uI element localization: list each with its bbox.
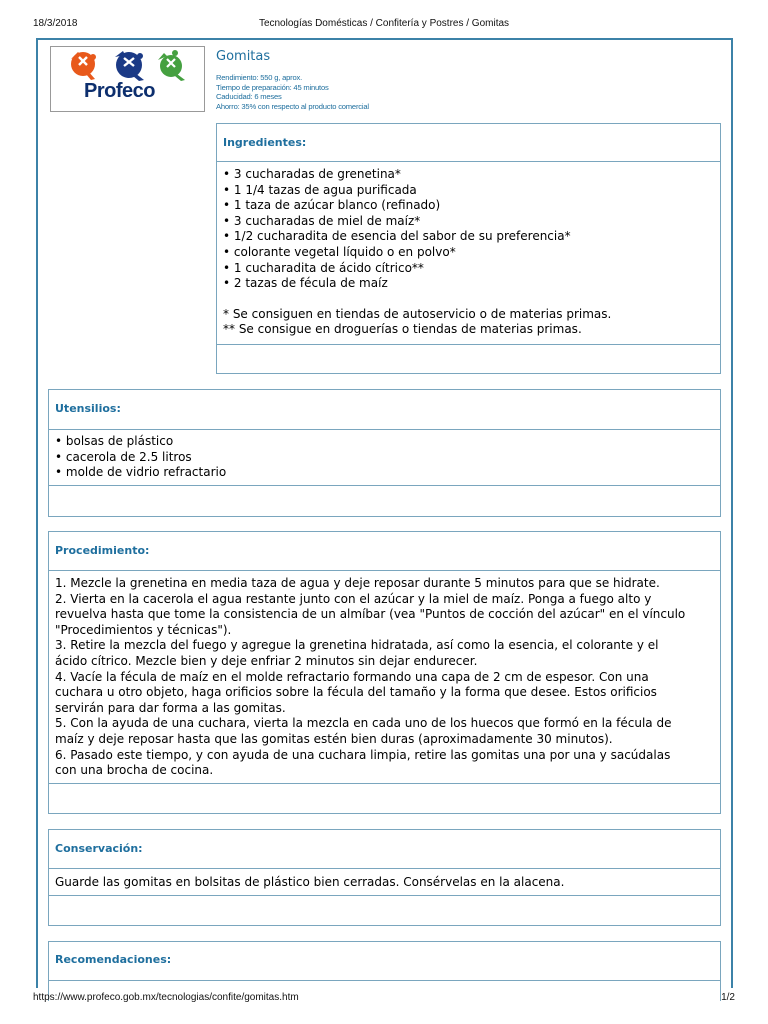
- recipe-title: Gomitas: [216, 49, 271, 64]
- procedure-line: "Procedimientos y técnicas").: [55, 622, 232, 637]
- meta-tiempo: Tiempo de preparación: 45 minutos: [216, 82, 329, 92]
- conservation-text: Guarde las gomitas en bolsitas de plástico bien cerradas. Consérvelas en la alacena.: [55, 875, 565, 889]
- section-footer: [217, 344, 720, 373]
- list-item: • cacerola de 2.5 litros: [55, 449, 192, 464]
- footnote: * Se consiguen en tiendas de autoservicio o de materias primas.: [223, 306, 612, 321]
- section-footer: [49, 895, 720, 925]
- procedure-line: 1. Mezcle la grenetina en media taza de agua y deje reposar durante 5 minutos para que se hidrate.: [55, 576, 660, 590]
- list-item: • 2 tazas de fécula de maíz: [223, 276, 388, 291]
- procedure-line: con una brocha de cocina.: [55, 763, 214, 778]
- section-header: [49, 830, 720, 869]
- meta-ahorro: Ahorro: 35% con respecto al producto comercial: [216, 101, 369, 111]
- print-page-title: Tecnologías Domésticas / Confitería y Postres / Gomitas: [258, 18, 510, 29]
- section-conservacion: [48, 829, 721, 926]
- procedure-line: cuchara u otro objeto, haga orificios sobre la fécula del tamaño y la forma que desee. Estos orificios: [55, 685, 657, 700]
- list-item: • 3 cucharadas de miel de maíz*: [223, 213, 421, 228]
- list-item: • 1 cucharadita de ácido cítrico**: [223, 260, 424, 275]
- section-header: [49, 942, 720, 981]
- profeco-logo[interactable]: [50, 46, 205, 112]
- procedure-steps: [55, 576, 714, 779]
- print-page-number: 1/2: [721, 992, 735, 1003]
- logo-wordmark: Profeco: [84, 80, 155, 102]
- procedure-line: revuelva hasta que tome la consistencia de un almíbar (vea "Puntos de cocción del azúcar" en el vínculo: [55, 607, 686, 622]
- section-footer: [49, 485, 720, 516]
- section-heading: Utensilios:: [55, 402, 121, 415]
- procedure-line: maíz y deje reposar hasta que las gomitas estén bien duras (aproximadamente 30 minutos).: [55, 731, 613, 746]
- procedure-line: 2. Vierta en la cacerola el agua restante junto con el azúcar y la miel de maíz. Ponga a fuego alto y: [55, 591, 652, 606]
- list-item: • bolsas de plástico: [55, 434, 174, 448]
- section-footer: [49, 783, 720, 813]
- ingredient-list: [223, 167, 714, 338]
- meta-caducidad: Caducidad: 6 meses: [216, 92, 282, 102]
- utensil-list: [55, 434, 714, 481]
- list-item: • 1/2 cucharadita de esencia del sabor de su preferencia*: [223, 229, 571, 244]
- procedure-line: 6. Pasado este tiempo, y con ayuda de una cuchara limpia, retire las gomitas una por una y sacúdalas: [55, 747, 671, 762]
- recipe-meta: [216, 73, 369, 111]
- procedure-line: 4. Vacíe la fécula de maíz en el molde refractario formando una capa de 2 cm de espesor. Con una: [55, 669, 649, 684]
- ingredient-notes: [223, 307, 714, 338]
- section-ingredientes: [216, 123, 721, 374]
- section-heading: Conservación:: [55, 842, 143, 855]
- list-item: • colorante vegetal líquido o en polvo*: [223, 244, 456, 259]
- footnote: ** Se consigue en droguerías o tiendas de materias primas.: [223, 322, 582, 337]
- section-utensilios: [48, 389, 721, 517]
- section-header: [217, 124, 720, 162]
- section-heading: Procedimiento:: [55, 544, 150, 557]
- section-heading: Recomendaciones:: [55, 953, 172, 966]
- section-heading: Ingredientes:: [223, 136, 307, 149]
- list-item: • molde de vidrio refractario: [55, 465, 227, 480]
- section-header: [49, 390, 720, 430]
- procedure-line: 3. Retire la mezcla del fuego y agregue la grenetina hidratada, así como la esencia, el colorante y el: [55, 638, 659, 653]
- meta-rendimiento: Rendimiento: 550 g, aprox.: [216, 73, 302, 82]
- procedure-line: 5. Con la ayuda de una cuchara, vierta la mezcla en cada uno de los huecos que formó en la fécula de: [55, 716, 672, 731]
- list-item: • 1 taza de azúcar blanco (refinado): [223, 198, 441, 213]
- list-item: • 3 cucharadas de grenetina*: [223, 167, 401, 181]
- procedure-line: ácido cítrico. Mezcle bien y deje enfriar 2 minutos sin dejar endurecer.: [55, 653, 478, 668]
- section-procedimiento: [48, 531, 721, 814]
- section-header: [49, 532, 720, 571]
- procedure-line: servirán para dar forma a las gomitas.: [55, 700, 286, 715]
- list-item: • 1 1/4 tazas de agua purificada: [223, 182, 417, 197]
- print-date: 18/3/2018: [33, 18, 78, 29]
- print-url[interactable]: https://www.profeco.gob.mx/tecnologias/confite/gomitas.htm: [33, 992, 299, 1003]
